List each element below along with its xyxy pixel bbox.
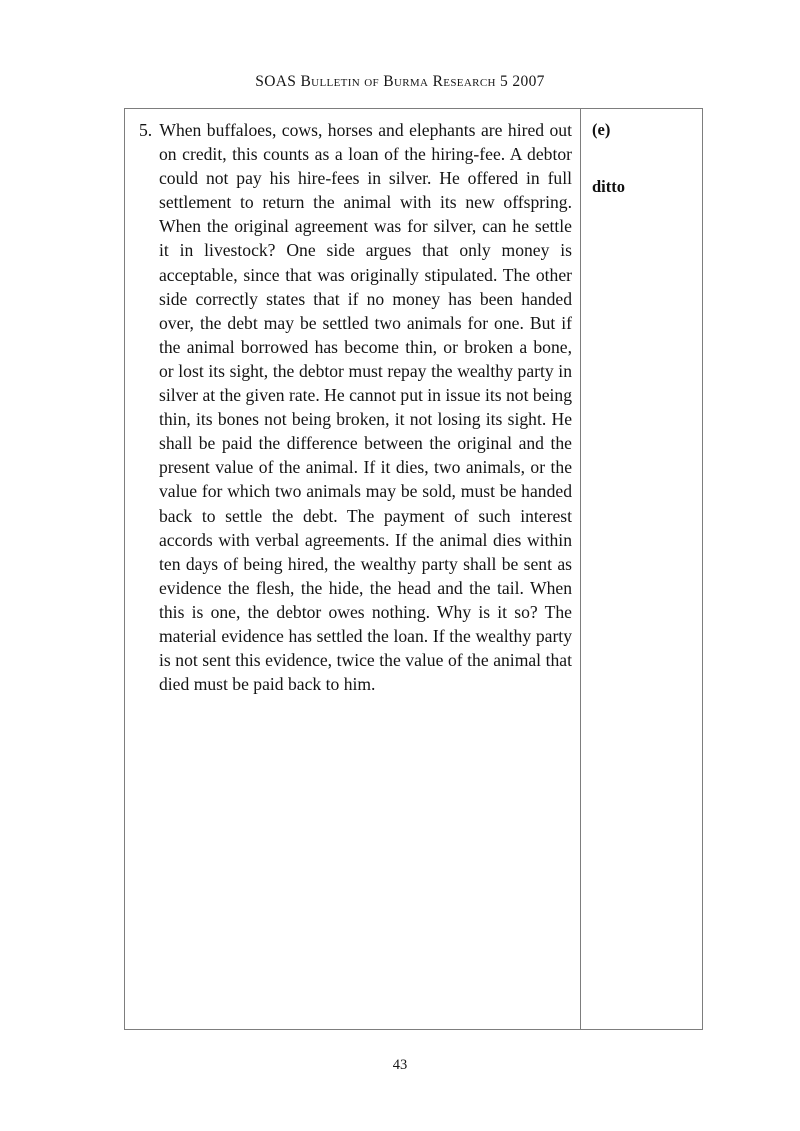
annotation-label: (e) [592, 120, 611, 139]
table-cell-annotation [581, 109, 702, 1029]
page-number: 43 [392, 1057, 408, 1073]
clause-number: 5. [139, 120, 153, 140]
annotation-note: ditto [592, 177, 625, 196]
table-cell-clause-text [125, 109, 581, 1029]
clause-body: When buffaloes, cows, horses and elephants are hired out on credit, this counts as a loan of the hiring-fee. A debtor could not pay his hire-fees in silver. He offered in full settlement to return the animal with its new offspring. When the original agreement was for silver, can he settle it in livestock? One side argues that only money is acceptable, since that was originally stipulated. The other side correctly states that if no money has been handed over, the debt may be settled two animals for one. But if the animal borrowed has become thin, or broken a bone, or lost its sight, the debtor must repay the wealthy party in silver at the given rate. He cannot put in issue its not being thin, its bones not being broken, it not losing its sight. He shall be paid the difference between the original and the present value of the animal. If it dies, two animals, or the value for which two animals may be sold, must be handed back to settle the debt. The payment of such interest accords with verbal agreements. If the animal dies within ten days of being hired, the wealthy party shall be sent as evidence the flesh, the hide, the head and the tail. When this is one, the debtor owes nothing. Why is it so? The material evidence has settled the loan. If the wealthy party is not sent this evidence, twice the value of the animal that died must be paid back to him. [159, 120, 572, 695]
law-code-table [124, 108, 703, 1030]
running-head: SOAS Bulletin of Burma Research 5 2007 [255, 73, 545, 90]
clause-paragraph [125, 109, 580, 696]
